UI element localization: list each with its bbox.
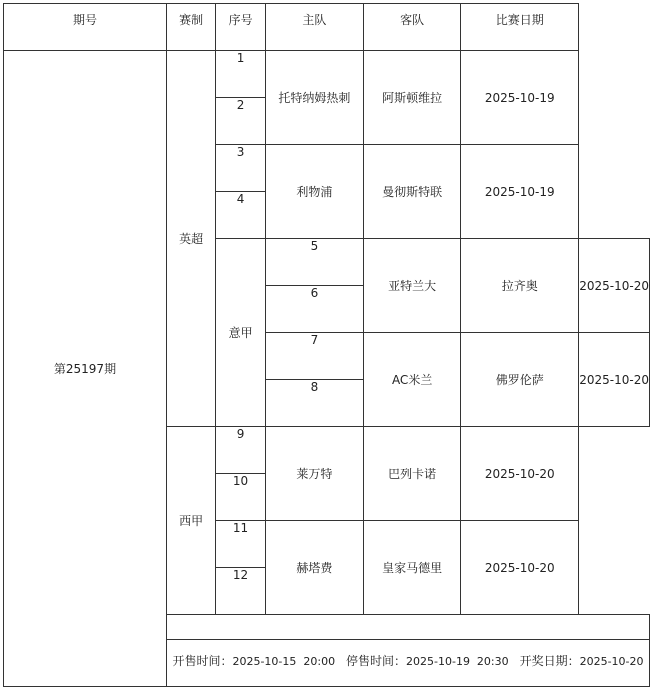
seq-cell: 4 — [216, 192, 265, 239]
draw-date-label: 开奖日期： — [519, 653, 580, 668]
match-date-cell: 2025-10-20 — [461, 521, 579, 615]
seq-cell: 11 — [216, 521, 265, 568]
seq-cell: 1 — [216, 51, 265, 98]
home-team-cell: 赫塔费 — [265, 521, 363, 615]
seq-cell: 6 — [265, 286, 363, 333]
header-row — [4, 4, 650, 51]
sale-start-value: 2025-10-15 20:00 — [232, 654, 336, 668]
match-schedule-table — [3, 3, 650, 687]
header-issue: 期号 — [4, 4, 167, 51]
home-team-cell: AC米兰 — [364, 333, 461, 427]
header-away: 客队 — [364, 4, 461, 51]
league-cell: 西甲 — [166, 427, 215, 615]
seq-cell: 7 — [265, 333, 363, 380]
home-team-cell: 亚特兰大 — [364, 239, 461, 333]
draw-date-value: 2025-10-20 — [579, 654, 644, 668]
away-team-cell: 曼彻斯特联 — [364, 145, 461, 239]
sale-stop — [346, 652, 509, 669]
away-team-cell: 拉齐奥 — [461, 239, 579, 333]
header-home: 主队 — [265, 4, 363, 51]
away-team-cell: 阿斯顿维拉 — [364, 51, 461, 145]
away-team-cell: 佛罗伦萨 — [461, 333, 579, 427]
away-team-cell: 皇家马德里 — [364, 521, 461, 615]
seq-cell: 3 — [216, 145, 265, 192]
table-row — [4, 51, 650, 98]
header-league: 赛制 — [166, 4, 215, 51]
home-team-cell: 莱万特 — [265, 427, 363, 521]
match-date-cell: 2025-10-20 — [579, 239, 650, 333]
league-cell: 意甲 — [216, 239, 265, 427]
header-date: 比赛日期 — [461, 4, 579, 51]
match-date-cell: 2025-10-20 — [579, 333, 650, 427]
seq-cell: 9 — [216, 427, 265, 474]
match-date-cell: 2025-10-19 — [461, 145, 579, 239]
seq-cell: 12 — [216, 568, 265, 615]
match-schedule-document — [3, 3, 650, 687]
sale-stop-label: 停售时间： — [346, 653, 407, 668]
seq-cell: 8 — [265, 380, 363, 427]
sale-info — [167, 652, 649, 675]
home-team-cell: 利物浦 — [265, 145, 363, 239]
empty-row — [166, 615, 649, 640]
league-cell: 英超 — [166, 51, 215, 427]
sale-stop-value: 2025-10-19 20:30 — [406, 654, 509, 668]
issue-cell: 第25197期 — [4, 51, 167, 687]
draw-date — [520, 652, 644, 669]
header-seq: 序号 — [216, 4, 265, 51]
sale-start-label: 开售时间： — [172, 653, 233, 668]
seq-cell: 5 — [265, 239, 363, 286]
sale-start — [172, 652, 335, 669]
away-team-cell: 巴列卡诺 — [364, 427, 461, 521]
match-date-cell: 2025-10-20 — [461, 427, 579, 521]
seq-cell: 2 — [216, 98, 265, 145]
seq-cell: 10 — [216, 474, 265, 521]
home-team-cell: 托特纳姆热刺 — [265, 51, 363, 145]
match-date-cell: 2025-10-19 — [461, 51, 579, 145]
sale-info-cell — [166, 640, 649, 687]
